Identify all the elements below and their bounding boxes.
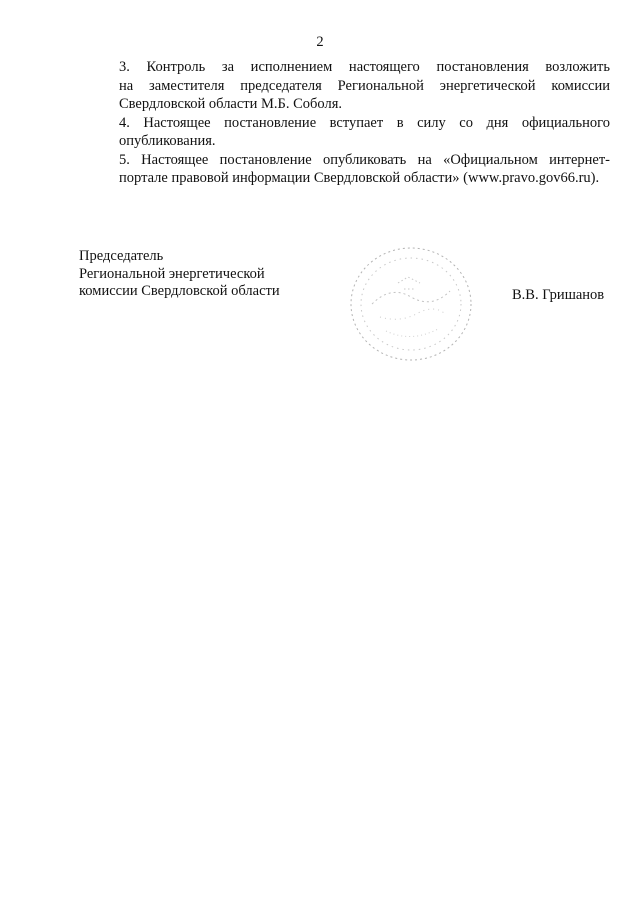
signatory-title [79, 248, 280, 301]
signatory-title-line: Председатель [79, 248, 164, 264]
paragraph-line: 3. Контроль за исполнением настоящего постановления возложить [119, 59, 610, 75]
signatory-title-line: комиссии Свердловской области [79, 283, 280, 299]
paragraph-4 [79, 114, 610, 151]
seal-icon [346, 243, 476, 365]
paragraph-line: 5. Настоящее постановление опубликовать на «Официальном интернет- [119, 151, 610, 168]
page-number: 2 [316, 34, 324, 50]
paragraph-3 [79, 58, 610, 114]
paragraph-line: Свердловской области М.Б. Соболя. [119, 96, 343, 112]
official-seal [346, 243, 476, 365]
paragraph-line: 4. Настоящее постановление вступает в силу со дня официального [119, 114, 610, 131]
paragraph-line: портале правовой информации Свердловской области» (www.pravo.gov66.ru). [119, 170, 600, 186]
document-body [79, 58, 610, 188]
signer-name: В.В. Гришанов [512, 287, 605, 303]
paragraph-line: на заместителя председателя Региональной энергетической комиссии [119, 77, 610, 94]
paragraph-5 [79, 151, 610, 188]
paragraph-line: опубликования. [119, 133, 216, 149]
signatory-title-line: Региональной энергетической [79, 265, 265, 282]
